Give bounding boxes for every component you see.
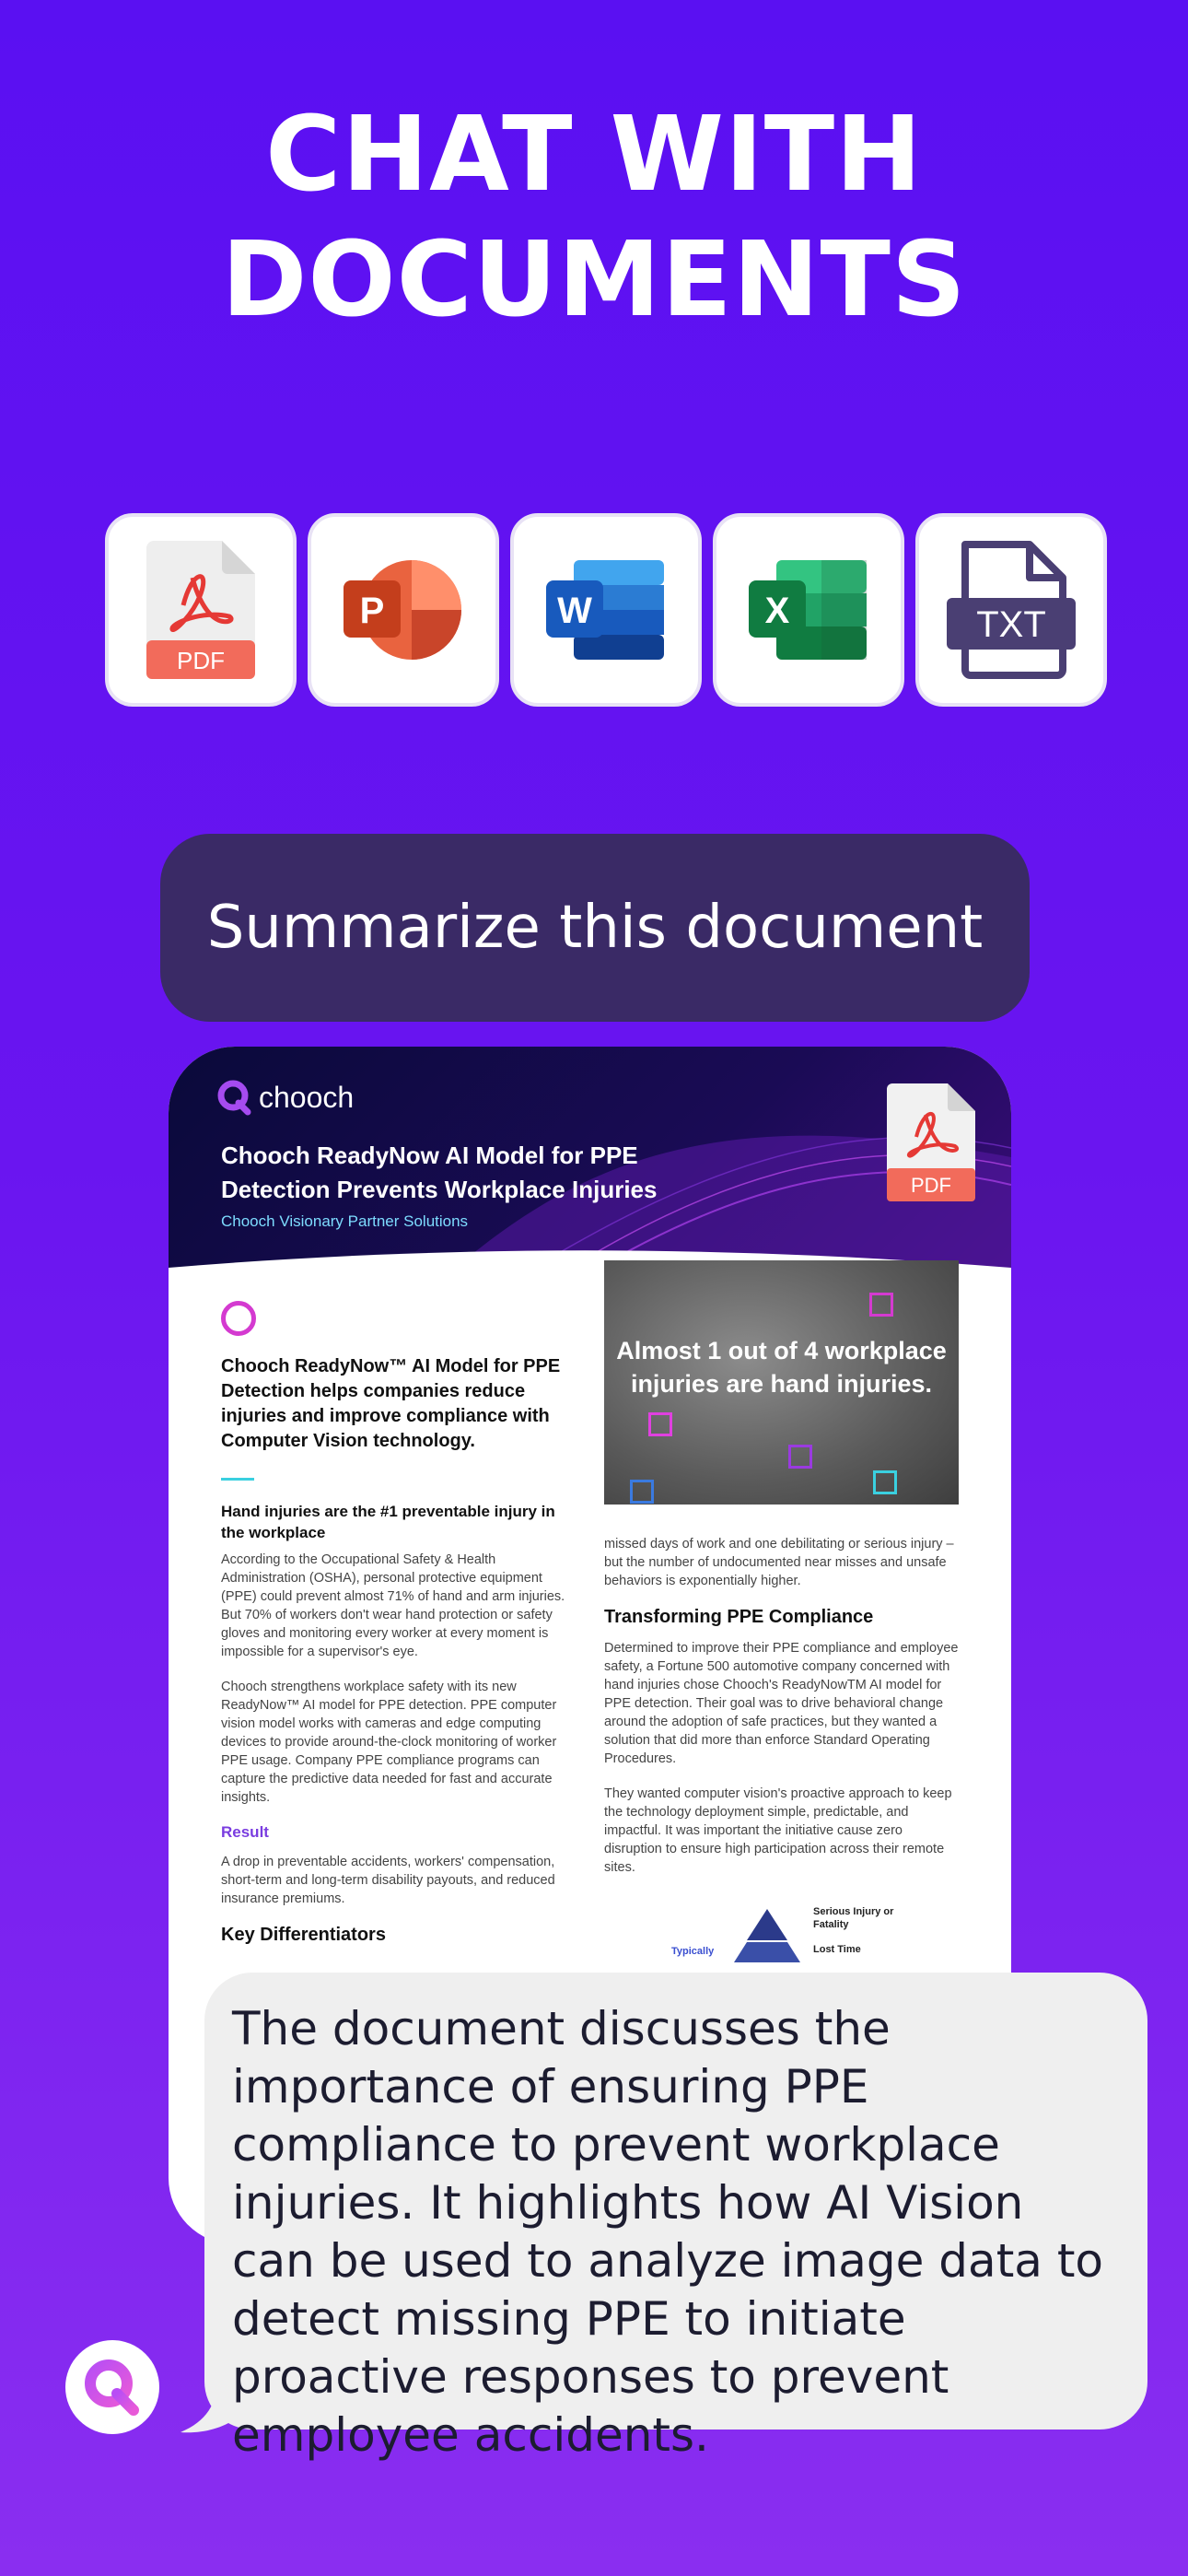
detection-box — [873, 1470, 897, 1494]
document-header — [169, 1047, 1011, 1277]
section-heading: Hand injuries are the #1 preventable injury in the workplace — [221, 1503, 555, 1541]
txt-file-icon — [947, 541, 1076, 679]
powerpoint-icon — [344, 555, 463, 665]
headline-line-2: DOCUMENTS — [221, 220, 967, 340]
headline — [0, 92, 1188, 343]
document-lead: Chooch ReadyNow™ AI Model for PPE Detection helps companies reduce injuries and improve compliance with Computer Vision technology. — [221, 1356, 561, 1451]
document-pdf-badge — [887, 1083, 975, 1205]
file-type-tile-excel[interactable] — [713, 513, 904, 707]
document-left-column — [221, 1295, 580, 1957]
detection-box — [788, 1445, 812, 1469]
document-subtitle: Chooch Visionary Partner Solutions — [221, 1212, 469, 1230]
powerpoint-icon-label: P — [359, 591, 385, 631]
file-type-tile-word[interactable] — [510, 513, 702, 707]
target-icon — [221, 1301, 256, 1336]
file-type-tile-txt[interactable] — [915, 513, 1107, 707]
word-icon — [546, 555, 666, 665]
pyramid-label-mid: Lost Time — [813, 1944, 861, 1955]
paragraph: A drop in preventable accidents, workers' compensation, short-term and long-term disability payouts, and reduced insurance premiums. — [221, 1855, 555, 1906]
user-prompt-bubble — [160, 834, 1030, 1022]
word-icon-label: W — [557, 591, 592, 631]
user-prompt-text: Summarize this document — [206, 894, 984, 962]
divider — [221, 1478, 254, 1481]
transforming-heading: Transforming PPE Compliance — [604, 1607, 874, 1627]
pdf-file-icon — [146, 541, 255, 679]
assistant-avatar[interactable] — [65, 2340, 159, 2434]
paragraph: They wanted computer vision's proactive approach to keep the technology deployment simple, predictable, and impactful. It was important the initiative cause zero disruption to ensure high participation across their remote sites. — [604, 1786, 952, 1875]
document-pdf-badge-label: PDF — [911, 1174, 951, 1197]
paragraph: According to the Occupational Safety & Health Administration (OSHA), personal protective equipment (PPE) could prevent almost 71% of hand and arm injuries. But 70% of workers don't wear hand protection or safety gloves and monitoring every worker at every moment is impossible for a supervisor's eye. — [221, 1552, 565, 1659]
excel-icon — [749, 555, 868, 665]
injury-pyramid — [671, 1903, 924, 1977]
assistant-answer-text: The document discusses the importance of ensuring PPE compliance to prevent workplace injuries. It highlights how AI Vision can be used to analyze image data to detect missing PPE to initiate proactive responses to prevent employee accidents. — [232, 2002, 1104, 2462]
chooch-logo-icon — [216, 1079, 253, 1116]
pyramid-label-left: Typically — [671, 1946, 715, 1957]
result-heading: Result — [221, 1823, 269, 1841]
headline-line-1: CHAT WITH — [265, 95, 923, 215]
paragraph: missed days of work and one debilitating or serious injury – but the number of undocumented near misses and unsafe behaviors is exponentially higher. — [604, 1537, 954, 1588]
photo-caption: Almost 1 out of 4 workplace injuries are hand injuries. — [616, 1337, 947, 1398]
assistant-answer-bubble — [204, 1973, 1147, 2462]
paragraph: Chooch strengthens workplace safety with its new ReadyNow™ AI model for PPE detection. PPE computer vision model works with cameras and edge computing devices to provide around-the-clock monitoring of worker PPE usage. Company PPE compliance programs can capture the predictive data needed for fast and accurate insights. — [221, 1680, 557, 1805]
paragraph: Determined to improve their PPE compliance and employee safety, a Fortune 500 automotive company concerned with hand injuries chose Chooch's ReadyNowTM AI model for PPE detection. Their goal was to drive behavioral change around the adoption of safe practices, but they wanted a solution that did more than enforce Standard Operating Procedures. — [604, 1641, 959, 1766]
chooch-logo — [216, 1079, 354, 1116]
file-type-tile-pdf[interactable] — [105, 513, 297, 707]
detection-box — [648, 1412, 672, 1436]
file-type-tile-powerpoint[interactable] — [308, 513, 499, 707]
key-differentiators-heading: Key Differentiators — [221, 1925, 386, 1945]
pdf-file-icon — [887, 1083, 975, 1201]
txt-icon-label: TXT — [976, 604, 1046, 645]
document-hero-photo — [604, 1260, 959, 1505]
document-title: Chooch ReadyNow AI Model for PPE Detection Prevents Workplace Injuries — [221, 1142, 658, 1203]
chooch-logo-text: chooch — [259, 1080, 355, 1114]
detection-box — [630, 1480, 654, 1504]
detection-box — [869, 1293, 893, 1317]
excel-icon-label: X — [764, 591, 790, 631]
file-type-row — [105, 513, 1107, 707]
pyramid-label-top: Serious Injury or Fatality — [813, 1906, 894, 1930]
document-right-column — [604, 1535, 963, 1893]
pdf-icon-label: PDF — [177, 647, 225, 674]
assistant-logo-icon — [80, 2355, 145, 2419]
